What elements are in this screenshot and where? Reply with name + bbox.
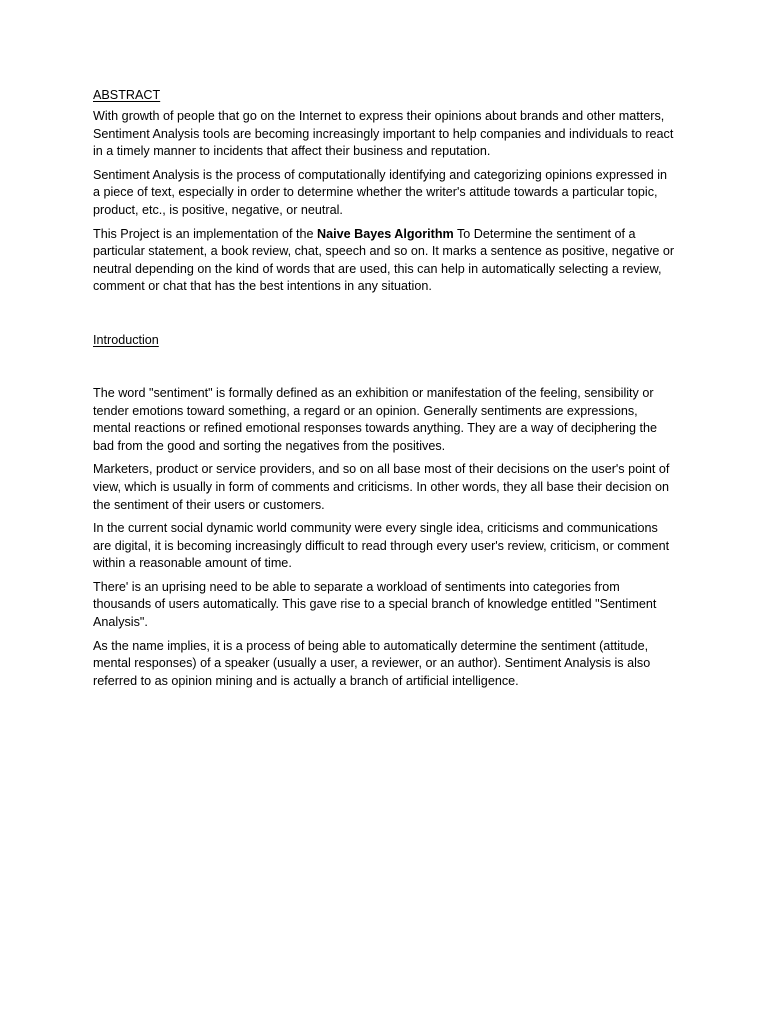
introduction-paragraph-4: There' is an uprising need to be able to separate a workload of sentiments into categories from thousands of users automatically. This gave rise to a special branch of knowledge entitled "Sentiment Analysis". — [93, 579, 657, 630]
project-text-end: To Determine the sentiment of a particular statement, a book review, chat, speech and so on. It marks a sentence as positive, negative or neutral depending on the kind of words that are used, this can help in automatically selecting a review, comment or chat that has the best intentions in any situation. — [93, 226, 675, 294]
abstract-paragraph-1: With growth of people that go on the Internet to express their opinions about brands and other matters, Sentiment Analysis tools are becoming increasingly important to help companies and individuals to react in a timely manner to incidents that affect their business and reputation. — [93, 109, 674, 159]
introduction-heading: Introduction — [93, 332, 159, 347]
introduction-paragraph-5: As the name implies, it is a process of being able to automatically determine the sentiment (attitude, mental responses) of a speaker (usually a user, a reviewer, or an author). Sentiment Analysis is also referred to as opinion mining and is actually a branch of artificial intelligence. — [93, 638, 651, 688]
abstract-paragraph-2: Sentiment Analysis is the process of computationally identifying and categorizing opinions expressed in a piece of text, especially in order to determine whether the writer's attitude towards a particular topic, product, etc., is positive, negative, or neutral. — [93, 167, 668, 217]
algorithm-name: Naive Bayes Algorithm — [317, 226, 454, 241]
introduction-paragraph-3: In the current social dynamic world community were every single idea, criticisms and communications are digital, it is becoming increasingly difficult to read through every user's review, criticism, or comment within a reasonable amount of time. — [93, 521, 670, 571]
abstract-paragraph-3 — [93, 226, 675, 296]
introduction-paragraph-1: The word "sentiment" is formally defined as an exhibition or manifestation of the feeling, sensibility or tender emotions toward something, a regard or an opinion. Generally sentiments are expressions, mental reactions or refined emotional responses towards anything. They are a way of deciphering the bad from the good and sorting the negatives from the positives. — [93, 385, 658, 453]
abstract-heading: ABSTRACT — [93, 88, 161, 102]
document-body — [93, 86, 675, 690]
introduction-paragraph-2: Marketers, product or service providers, and so on all base most of their decisions on the user's point of view, which is usually in form of comments and criticisms. In other words, they all base their decision on the sentiment of their users or customers. — [93, 462, 670, 512]
project-text-start: This Project is an implementation of the — [93, 226, 317, 241]
